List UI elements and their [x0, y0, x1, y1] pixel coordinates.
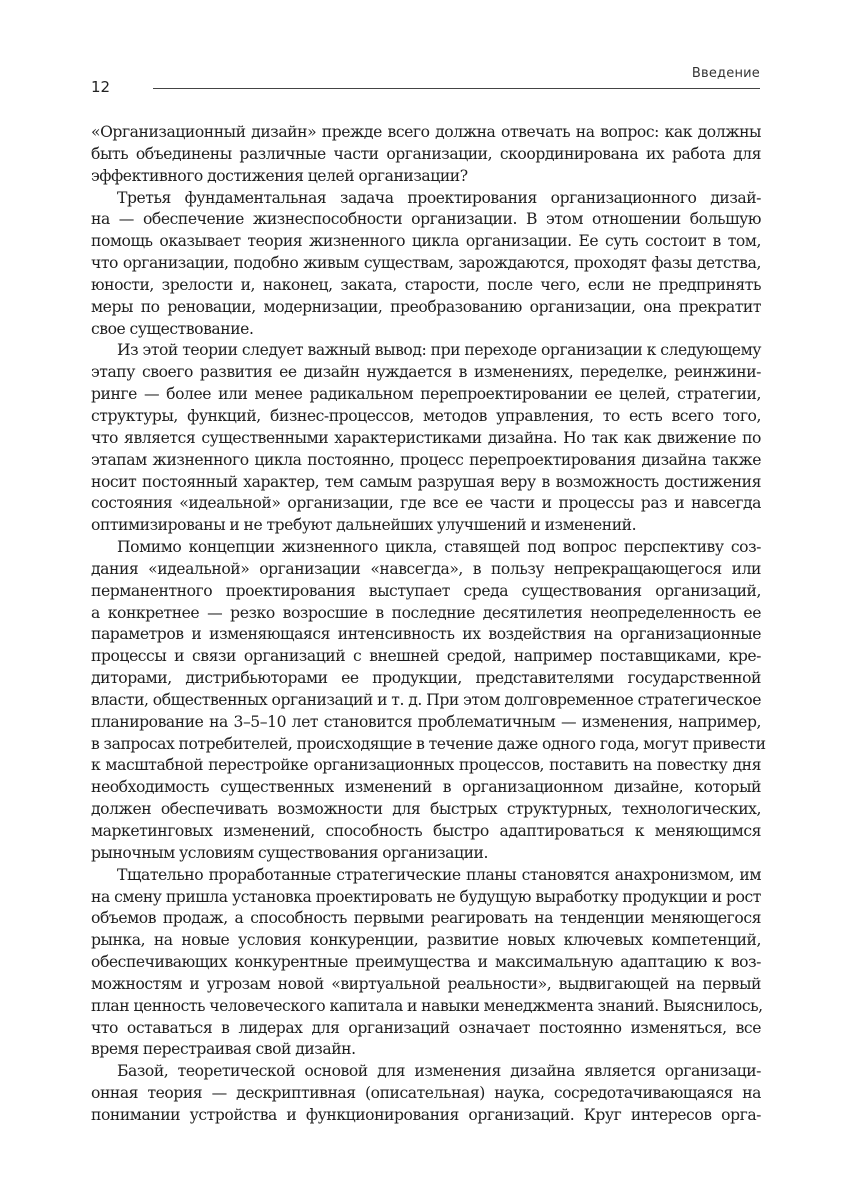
- paragraph: [91, 340, 761, 537]
- text-line: ринге — более или менее радикальном перепроектировании ее целей, стратегии,: [91, 385, 761, 404]
- paragraph: [91, 188, 761, 341]
- text-line: маркетинговых изменений, способность быстро адаптироваться к меняющимся: [91, 822, 761, 840]
- text-line: а конкретнее — резко возросшие в последние десятилетия неопределенность ее: [91, 603, 761, 622]
- page-number: 12: [91, 78, 111, 96]
- text-line: можностям и угрозам новой «виртуальной реальности», выдвигающей на первый: [91, 974, 761, 993]
- text-line: свое существование.: [91, 319, 254, 338]
- text-line: процессы и связи организаций с внешней средой, например поставщиками, кре-: [91, 647, 761, 666]
- body-text: [91, 122, 766, 1127]
- text-line: эффективного достижения целей организации?: [91, 166, 468, 185]
- text-line: Базой, теоретической основой для изменения дизайна является организаци-: [117, 1062, 761, 1081]
- text-line: необходимость существенных изменений в организационном дизайне, который: [91, 778, 761, 797]
- text-line: носит постоянный характер, тем самым разрушая веру в возможность достижения: [91, 472, 761, 491]
- text-line: планирование на 3–5–10 лет становится проблематичным — изменения, например,: [91, 712, 761, 731]
- text-line: время перестраивая свой дизайн.: [91, 1040, 356, 1059]
- paragraph: [91, 122, 761, 188]
- text-line: объемов продаж, а способность первыми реагировать на тенденции меняющегося: [91, 909, 761, 928]
- paragraph: [91, 1061, 761, 1127]
- text-line: что является существенными характеристиками дизайна. Но так как движение по: [91, 428, 761, 447]
- paragraph: [91, 537, 766, 865]
- text-line: в запросах потребителей, происходящие в течение даже одного года, могут привести: [91, 734, 766, 753]
- text-line: дания «идеальной» организации «навсегда», в пользу непрекращающегося или: [91, 559, 761, 578]
- text-line: диторами, дистрибьюторами ее продукции, представителями государственной: [91, 669, 761, 688]
- text-line: параметров и изменяющаяся интенсивность их воздействия на организационные: [91, 625, 761, 644]
- text-line: онная теория — дескриптивная (описательная) наука, сосредотачивающаяся на: [91, 1084, 761, 1103]
- text-line: оптимизированы и не требуют дальнейших улучшений и изменений.: [91, 516, 637, 535]
- text-line: «Организационный дизайн» прежде всего должна отвечать на вопрос: как должны: [91, 123, 761, 141]
- text-line: что оставаться в лидерах для организаций означает постоянно изменяться, все: [91, 1018, 761, 1037]
- text-line: план ценность человеческого капитала и навыки менеджмента знаний. Выяснилось,: [91, 996, 763, 1015]
- text-line: на смену пришла установка проектировать не будущую выработку продукции и рост: [91, 887, 761, 906]
- text-line: перманентного проектирования выступает среда существования организаций,: [91, 581, 761, 600]
- text-line: помощь оказывает теория жизненного цикла организации. Ее суть состоит в том,: [91, 232, 761, 251]
- paragraph: [91, 865, 761, 1062]
- text-line: юности, зрелости и, наконец, заката, старости, после чего, если не предпринять: [91, 275, 761, 294]
- text-line: этапам жизненного цикла постоянно, процесс перепроектирования дизайна также: [91, 450, 761, 469]
- text-line: на — обеспечение жизнеспособности организации. В этом отношении большую: [91, 210, 761, 229]
- text-line: этапу своего развития ее дизайн нуждается в изменениях, переделке, реинжини-: [91, 363, 761, 382]
- running-head: Введение: [691, 66, 760, 81]
- text-line: быть объединены различные части организации, скоординирована их работа для: [91, 144, 761, 163]
- text-line: к масштабной перестройке организационных процессов, поставить на повестку дня: [91, 756, 761, 775]
- text-line: обеспечивающих конкурентные преимущества и максимальную адаптацию к воз-: [91, 953, 761, 972]
- header-rule: [153, 88, 760, 89]
- text-line: структуры, функций, бизнес-процессов, методов управления, то есть всего того,: [91, 406, 761, 425]
- text-line: понимании устройства и функционирования организаций. Круг интересов орга-: [91, 1105, 761, 1124]
- text-line: рыночным условиям существования организации.: [91, 843, 488, 862]
- text-line: Помимо концепции жизненного цикла, ставящей под вопрос перспективу соз-: [117, 538, 761, 557]
- text-line: Из этой теории следует важный вывод: при переходе организации к следующему: [117, 341, 761, 360]
- text-line: что организации, подобно живым существам, зарождаются, проходят фазы детства,: [91, 254, 761, 273]
- text-line: рынка, на новые условия конкуренции, развитие новых ключевых компетенций,: [91, 931, 761, 950]
- text-line: Третья фундаментальная задача проектирования организационного дизай-: [117, 188, 761, 207]
- text-line: должен обеспечивать возможности для быстрых структурных, технологических,: [91, 800, 761, 819]
- text-line: Тщательно проработанные стратегические планы становятся анахронизмом, им: [117, 865, 761, 884]
- text-line: состояния «идеальной» организации, где все ее части и процессы раз и навсегда: [91, 494, 761, 513]
- text-line: меры по реновации, модернизации, преобразованию организации, она прекратит: [91, 297, 761, 316]
- text-line: власти, общественных организаций и т. д. При этом долговременное стратегическое: [91, 690, 761, 709]
